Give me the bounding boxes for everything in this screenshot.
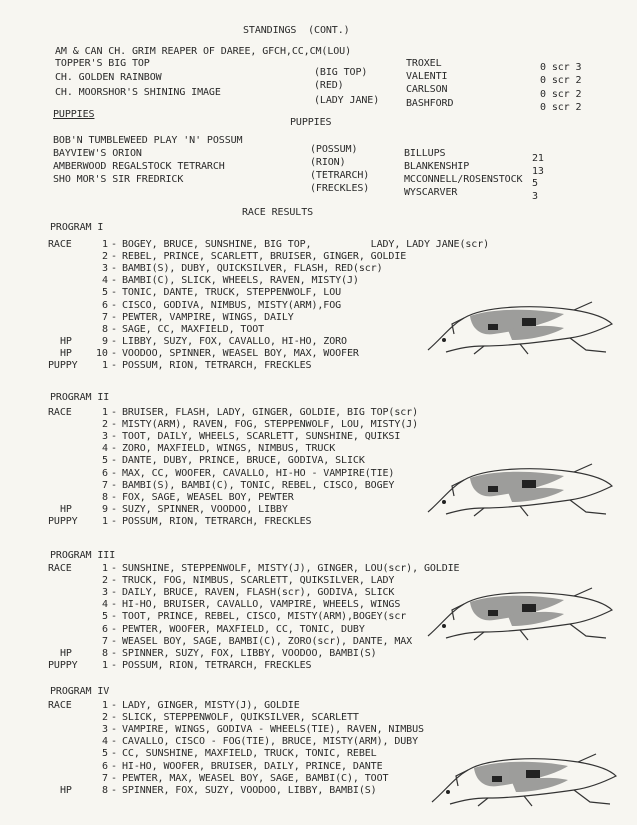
standings-owner: TROXEL [406,58,442,69]
race-dash: - [111,275,117,286]
race-dash: - [111,748,117,759]
race-dash: - [111,455,117,466]
race-number: 1 [102,660,108,671]
race-number: 10 [96,348,108,359]
puppy-dog: BAYVIEW'S ORION [53,148,142,159]
race-dash: - [111,407,117,418]
race-number: 1 [102,700,108,711]
race-finish-order: SPINNER, SUZY, FOX, LIBBY, VOODOO, BAMBI(S) [122,648,377,659]
race-number: 1 [102,516,108,527]
greyhound-icon [424,462,614,518]
race-row-label: HP [60,648,72,659]
race-finish-order: SPINNER, FOX, SUZY, VOODOO, LIBBY, BAMBI(S) [122,785,377,796]
race-finish-order: REBEL, PRINCE, SCARLETT, BRUISER, GINGER, GOLDIE [122,251,407,262]
puppy-owner: WYSCARVER [404,187,458,198]
race-number: 6 [102,624,108,635]
race-dash: - [111,504,117,515]
race-row-label: RACE [48,700,72,711]
race-dash: - [111,516,117,527]
puppies-center-label: PUPPIES [290,117,332,128]
race-finish-order: LADY, GINGER, MISTY(J), GOLDIE [122,700,300,711]
race-number: 4 [102,443,108,454]
race-row-label: RACE [48,239,72,250]
race-number: 7 [102,636,108,647]
race-number: 8 [102,785,108,796]
race-dash: - [111,492,117,503]
race-dash: - [111,287,117,298]
standings-dog: TOPPER'S BIG TOP [55,58,150,69]
greyhound-icon [428,752,618,808]
race-dash: - [111,712,117,723]
race-finish-order: WEASEL BOY, SAGE, BAMBI(C), ZORO(scr), DANTE, MAX [122,636,413,647]
race-dash: - [111,300,117,311]
program-heading: PROGRAM II [50,392,110,403]
race-dash: - [111,563,117,574]
race-number: 8 [102,648,108,659]
race-finish-order: FOX, SAGE, WEASEL BOY, PEWTER [122,492,294,503]
race-number: 5 [102,455,108,466]
race-dash: - [111,480,117,491]
race-row-label: RACE [48,563,72,574]
race-number: 8 [102,324,108,335]
race-finish-order: POSSUM, RION, TETRARCH, FRECKLES [122,516,312,527]
race-number: 7 [102,480,108,491]
race-number: 5 [102,287,108,298]
program-heading: PROGRAM I [50,222,104,233]
standings-score: 0 scr 3 [540,62,582,73]
race-dash: - [111,348,117,359]
puppy-score: 5 [532,178,538,189]
race-number: 2 [102,575,108,586]
race-number: 6 [102,300,108,311]
race-finish-order: LIBBY, SUZY, FOX, CAVALLO, HI-HO, ZORO [122,336,347,347]
race-number: 7 [102,312,108,323]
race-dash: - [111,599,117,610]
race-finish-order: PEWTER, MAX, WEASEL BOY, SAGE, BAMBI(C), TOOT [122,773,389,784]
race-finish-order: SAGE, CC, MAXFIELD, TOOT [122,324,265,335]
race-row-label: HP [60,785,72,796]
race-dash: - [111,360,117,371]
race-dash: - [111,636,117,647]
race-finish-order: SUZY, SPINNER, VOODOO, LIBBY [122,504,288,515]
race-finish-order: BAMBI(S), BAMBI(C), TONIC, REBEL, CISCO, BOGEY [122,480,395,491]
race-number: 7 [102,773,108,784]
standings-nick: (RED) [314,80,344,91]
greyhound-icon [424,300,614,356]
race-row-label: PUPPY [48,360,78,371]
puppy-dog: AMBERWOOD REGALSTOCK TETRARCH [53,161,225,172]
race-row-label: PUPPY [48,660,78,671]
race-finish-order: TONIC, DANTE, TRUCK, STEPPENWOLF, LOU [122,287,342,298]
race-finish-order: POSSUM, RION, TETRARCH, FRECKLES [122,660,312,671]
race-dash: - [111,575,117,586]
race-finish-order: SUNSHINE, STEPPENWOLF, MISTY(J), GINGER, LOU(scr), GOLDIE [122,563,460,574]
race-finish-order: PEWTER, VAMPIRE, WINGS, DAILY [122,312,294,323]
puppy-score: 13 [532,166,544,177]
puppy-nick: (POSSUM) [310,144,358,155]
race-finish-order: CISCO, GODIVA, NIMBUS, MISTY(ARM),FOG [122,300,342,311]
standings-nick: (LADY JANE) [314,95,380,106]
puppy-nick: (RION) [310,157,346,168]
race-number: 8 [102,492,108,503]
standings-nick: (BIG TOP) [314,67,368,78]
race-dash: - [111,611,117,622]
race-row-label: PUPPY [48,516,78,527]
race-number: 2 [102,712,108,723]
race-finish-order: TRUCK, FOG, NIMBUS, SCARLETT, QUIKSILVER, LADY [122,575,395,586]
race-dash: - [111,263,117,274]
race-finish-order: HI-HO, WOOFER, BRUISER, DAILY, PRINCE, DANTE [122,761,383,772]
race-number: 4 [102,599,108,610]
puppy-nick: (TETRARCH) [310,170,370,181]
race-number: 4 [102,275,108,286]
race-dash: - [111,419,117,430]
race-finish-order: TOOT, DAILY, WHEELS, SCARLETT, SUNSHINE, QUIKSI [122,431,401,442]
race-number: 4 [102,736,108,747]
race-number: 1 [102,407,108,418]
race-number: 1 [102,239,108,250]
race-finish-order: POSSUM, RION, TETRARCH, FRECKLES [122,360,312,371]
race-dash: - [111,324,117,335]
puppy-nick: (FRECKLES) [310,183,370,194]
standings-owner: VALENTI [406,71,448,82]
race-dash: - [111,761,117,772]
program-heading: PROGRAM III [50,550,116,561]
page-title: STANDINGS (CONT.) [243,25,350,36]
race-dash: - [111,312,117,323]
race-number: 3 [102,724,108,735]
race-number: 5 [102,748,108,759]
puppy-owner: MCCONNELL/ROSENSTOCK [404,174,523,185]
race-number: 5 [102,611,108,622]
puppy-dog: BOB'N TUMBLEWEED PLAY 'N' POSSUM [53,135,243,146]
race-dash: - [111,736,117,747]
race-dash: - [111,660,117,671]
race-finish-order: BAMBI(C), SLICK, WHEELS, RAVEN, MISTY(J) [122,275,359,286]
puppies-heading: PUPPIES [53,109,95,120]
race-finish-order: PEWTER, WOOFER, MAXFIELD, CC, TONIC, DUBY [122,624,365,635]
puppy-score: 3 [532,191,538,202]
greyhound-icon [424,586,614,642]
race-finish-order: ZORO, MAXFIELD, WINGS, NIMBUS, TRUCK [122,443,336,454]
race-number: 3 [102,587,108,598]
race-finish-order: SLICK, STEPPENWOLF, QUIKSILVER, SCARLETT [122,712,359,723]
race-dash: - [111,624,117,635]
standings-owner: BASHFORD [406,98,454,109]
standings-dog: AM & CAN CH. GRIM REAPER OF DAREE, GFCH,CC,CM(LOU) [55,46,352,57]
race-dash: - [111,648,117,659]
race-number: 2 [102,419,108,430]
standings-score: 0 scr 2 [540,102,582,113]
race-finish-order: CC, SUNSHINE, MAXFIELD, TRUCK, TONIC, REBEL [122,748,377,759]
puppy-score: 21 [532,153,544,164]
race-row-label: HP [60,336,72,347]
race-finish-order: MAX, CC, WOOFER, CAVALLO, HI-HO - VAMPIRE(TIE) [122,468,395,479]
puppy-dog: SHO MOR'S SIR FREDRICK [53,174,184,185]
race-finish-order: VOODOO, SPINNER, WEASEL BOY, MAX, WOOFER [122,348,359,359]
race-row-label: RACE [48,407,72,418]
race-number: 9 [102,504,108,515]
standings-score: 0 scr 2 [540,89,582,100]
race-number: 3 [102,263,108,274]
race-dash: - [111,587,117,598]
race-finish-order: DANTE, DUBY, PRINCE, BRUCE, GODIVA, SLICK [122,455,365,466]
race-finish-order: CAVALLO, CISCO - FOG(TIE), BRUCE, MISTY(ARM), DUBY [122,736,419,747]
race-finish-order: BAMBI(S), DUBY, QUICKSILVER, FLASH, RED(scr) [122,263,383,274]
standings-score: 0 scr 2 [540,75,582,86]
race-dash: - [111,431,117,442]
standings-owner: CARLSON [406,84,448,95]
race-number: 1 [102,563,108,574]
race-dash: - [111,336,117,347]
race-finish-order: BOGEY, BRUCE, SUNSHINE, BIG TOP, LADY, LADY JANE(scr) [122,239,490,250]
race-dash: - [111,724,117,735]
race-row-label: HP [60,348,72,359]
race-dash: - [111,251,117,262]
standings-dog: CH. MOORSHOR'S SHINING IMAGE [55,87,221,98]
race-number: 3 [102,431,108,442]
race-dash: - [111,468,117,479]
race-finish-order: VAMPIRE, WINGS, GODIVA - WHEELS(TIE), RAVEN, NIMBUS [122,724,424,735]
race-number: 6 [102,468,108,479]
race-dash: - [111,700,117,711]
race-number: 6 [102,761,108,772]
race-dash: - [111,785,117,796]
race-finish-order: HI-HO, BRUISER, CAVALLO, VAMPIRE, WHEELS, WINGS [122,599,401,610]
race-number: 2 [102,251,108,262]
race-number: 9 [102,336,108,347]
puppy-owner: BLANKENSHIP [404,161,470,172]
race-dash: - [111,773,117,784]
race-finish-order: MISTY(ARM), RAVEN, FOG, STEPPENWOLF, LOU, MISTY(J) [122,419,419,430]
standings-dog: CH. GOLDEN RAINBOW [55,72,162,83]
race-finish-order: DAILY, BRUCE, RAVEN, FLASH(scr), GODIVA, SLICK [122,587,395,598]
race-finish-order: TOOT, PRINCE, REBEL, CISCO, MISTY(ARM),BOGEY(scr [122,611,407,622]
program-heading: PROGRAM IV [50,686,110,697]
race-finish-order: BRUISER, FLASH, LADY, GINGER, GOLDIE, BIG TOP(scr) [122,407,419,418]
race-number: 1 [102,360,108,371]
race-dash: - [111,443,117,454]
puppy-owner: BILLUPS [404,148,446,159]
race-dash: - [111,239,117,250]
race-results-title: RACE RESULTS [242,207,314,218]
race-row-label: HP [60,504,72,515]
